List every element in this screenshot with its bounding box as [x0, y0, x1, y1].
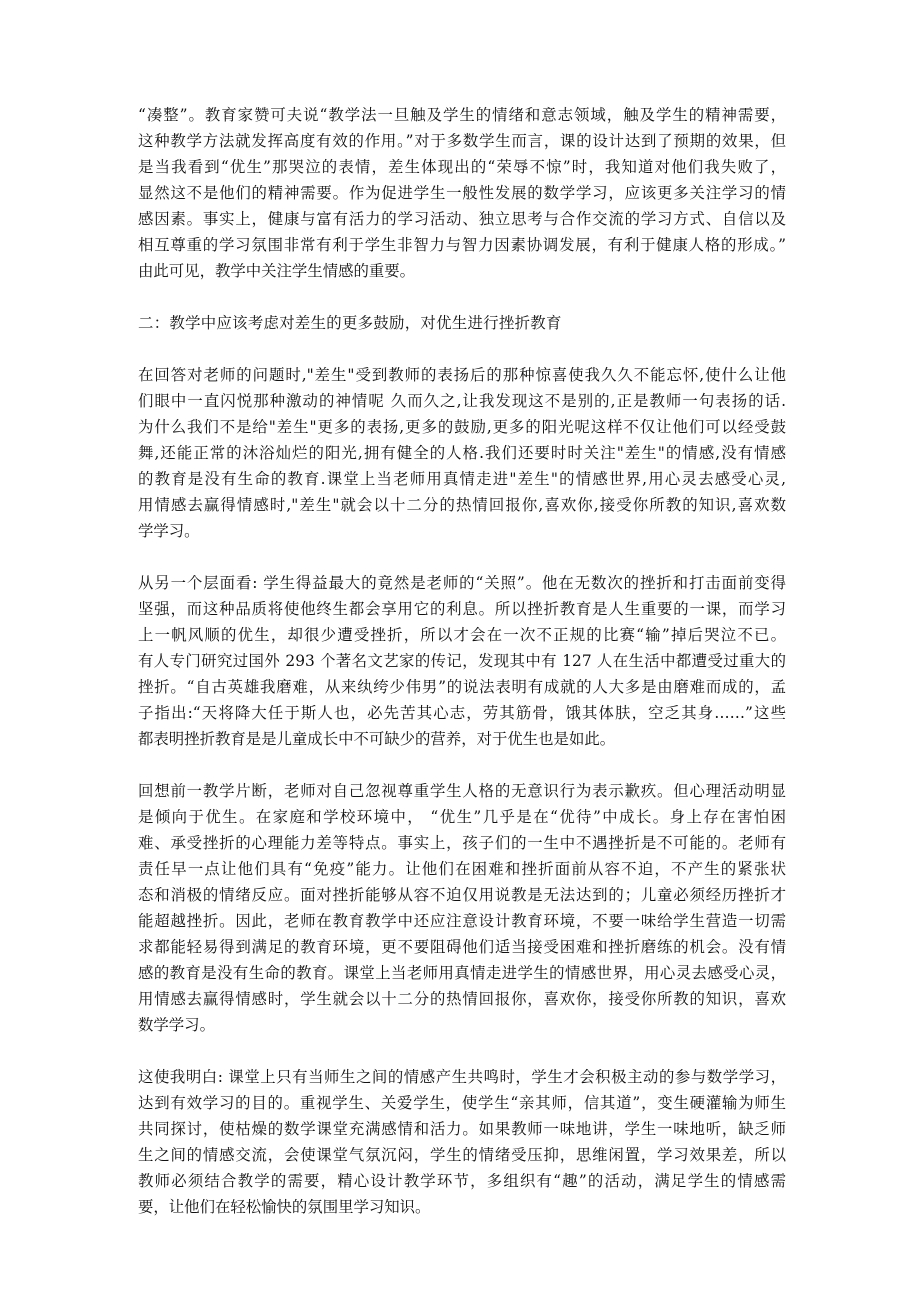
paragraph-5: [138, 1064, 786, 1220]
text-line: 态和消极的情绪反应。面对挫折能够从容不迫仅用说教是无法达到的；儿童必须经历挫折才: [138, 886, 786, 904]
text-line: 在回答对老师的问题时,"差生"受到教师的表扬后的那种惊喜使我久久不能忘怀,使什么让他: [138, 366, 786, 384]
text-line: 上一帆风顺的优生，却很少遭受挫折，所以才会在一次不正规的比赛“输”掉后哭泣不已。: [138, 626, 786, 644]
text-line: 要，让他们在轻松愉快的氛围里学习知识。: [138, 1198, 431, 1216]
text-line: 是倾向于优生。在家庭和学校环境中， “优生”几乎是在“优待”中成长。身上存在害怕困: [138, 808, 786, 826]
paragraph-gap: [138, 752, 786, 778]
text-line: 舞,还能正常的沐浴灿烂的阳光,拥有健全的人格.我们还要时时关注"差生"的情感,没有情感: [138, 444, 786, 462]
text-line: 学学习。: [138, 522, 200, 540]
paragraph-gap: [138, 544, 786, 570]
paragraph-gap: [138, 284, 786, 310]
text-line: 都表明挫折教育是是儿童成长中不可缺少的营养，对于优生也是如此。: [138, 730, 616, 748]
text-line: 用情感去赢得情感时,"差生"就会以十二分的热情回报你,喜欢你,接受你所教的知识,喜欢数: [138, 496, 786, 514]
text-line: 们眼中一直闪悦那种激动的神情呢 久而久之,让我发现这不是别的,正是教师一句表扬的话.: [138, 392, 786, 410]
text-line: 子指出:“天将降大任于斯人也，必先苦其心志，劳其筋骨，饿其体肤，空乏其身……”这些: [138, 704, 786, 722]
text-line: 相互尊重的学习氛围非常有利于学生非智力与智力因素协调发展，有利于健康人格的形成。”: [138, 236, 786, 254]
paragraph-4: [138, 778, 786, 1038]
text-line: “凑整”。教育家赞可夫说“教学法一旦触及学生的情绪和意志领域，触及学生的精神需要，: [138, 106, 786, 124]
text-line: 是当我看到“优生”那哭泣的表情，差生体现出的“荣辱不惊”时，我知道对他们我失败了，: [138, 158, 786, 176]
text-line: 达到有效学习的目的。重视学生、关爱学生，使学生“亲其师，信其道”，变生硬灌输为师生: [138, 1094, 786, 1112]
text-line: 这使我明白: 课堂上只有当师生之间的情感产生共鸣时，学生才会积极主动的参与数学学习，: [138, 1068, 786, 1086]
document-page: [138, 102, 786, 1220]
text-line: 教师必须结合教学的需要，精心设计教学环节，多组织有“趣”的活动，满足学生的情感需: [138, 1172, 786, 1190]
text-line: 为什么我们不是给"差生"更多的表扬,更多的鼓励,更多的阳光呢这样不仅让他们可以经受鼓: [138, 418, 786, 436]
text-line: 能超越挫折。因此，老师在教育教学中还应注意设计教育环境，不要一味给学生营造一切需: [138, 912, 786, 930]
text-line: 共同探讨，使枯燥的数学课堂充满感情和活力。如果教师一味地讲，学生一味地听，缺乏师: [138, 1120, 786, 1138]
text-line: 求都能轻易得到满足的教育环境，更不要阻碍他们适当接受困难和挫折磨练的机会。没有情: [138, 938, 786, 956]
text-line: 有人专门研究过国外 293 个著名文艺家的传记，发现其中有 127 人在生活中都遭受过重大的: [138, 652, 786, 670]
text-line: 这种教学方法就发挥高度有效的作用。”对于多数学生而言，课的设计达到了预期的效果，但: [138, 132, 786, 150]
paragraph-gap: [138, 1038, 786, 1064]
text-line: 难、承受挫折的心理能力差等特点。事实上，孩子们的一生中不遇挫折是不可能的。老师有: [138, 834, 786, 852]
text-line: 从另一个层面看: 学生得益最大的竟然是老师的“关照”。他在无数次的挫折和打击面前变得: [138, 574, 786, 592]
text-line: 生之间的情感交流，会使课堂气氛沉闷，学生的情绪受压抑，思维闲置，学习效果差，所以: [138, 1146, 786, 1164]
text-line: 坚强，而这种品质将使他终生都会享用它的利息。所以挫折教育是人生重要的一课，而学习: [138, 600, 786, 618]
text-line: 责任早一点让他们具有“免疫”能力。让他们在困难和挫折面前从容不迫，不产生的紧张状: [138, 860, 786, 878]
paragraph-3: [138, 570, 786, 752]
text-line: 数学学习。: [138, 1016, 215, 1034]
text-line: 感的教育是没有生命的教育。课堂上当老师用真情走进学生的情感世界，用心灵去感受心灵，: [138, 964, 786, 982]
text-line: 由此可见，教学中关注学生情感的重要。: [138, 262, 416, 280]
heading-text: 二：教学中应该考虑对差生的更多鼓励，对优生进行挫折教育: [138, 314, 562, 332]
paragraph-gap: [138, 336, 786, 362]
text-line: 的教育是没有生命的教育.课堂上当老师用真情走进"差生"的情感世界,用心灵去感受心灵,: [138, 470, 786, 488]
text-line: 回想前一教学片断，老师对自己忽视尊重学生人格的无意识行为表示歉疚。但心理活动明显: [138, 782, 786, 800]
section-heading: [138, 310, 786, 336]
text-line: 显然这不是他们的精神需要。作为促进学生一般性发展的数学学习，应该更多关注学习的情: [138, 184, 786, 202]
text-line: 挫折。“自古英雄我磨难，从来纨绔少伟男”的说法表明有成就的人大多是由磨难而成的，孟: [138, 678, 786, 696]
text-line: 用情感去赢得情感时，学生就会以十二分的热情回报你，喜欢你，接受你所教的知识，喜欢: [138, 990, 786, 1008]
paragraph-1: [138, 102, 786, 284]
paragraph-2: [138, 362, 786, 544]
text-line: 感因素。事实上，健康与富有活力的学习活动、独立思考与合作交流的学习方式、自信以及: [138, 210, 786, 228]
